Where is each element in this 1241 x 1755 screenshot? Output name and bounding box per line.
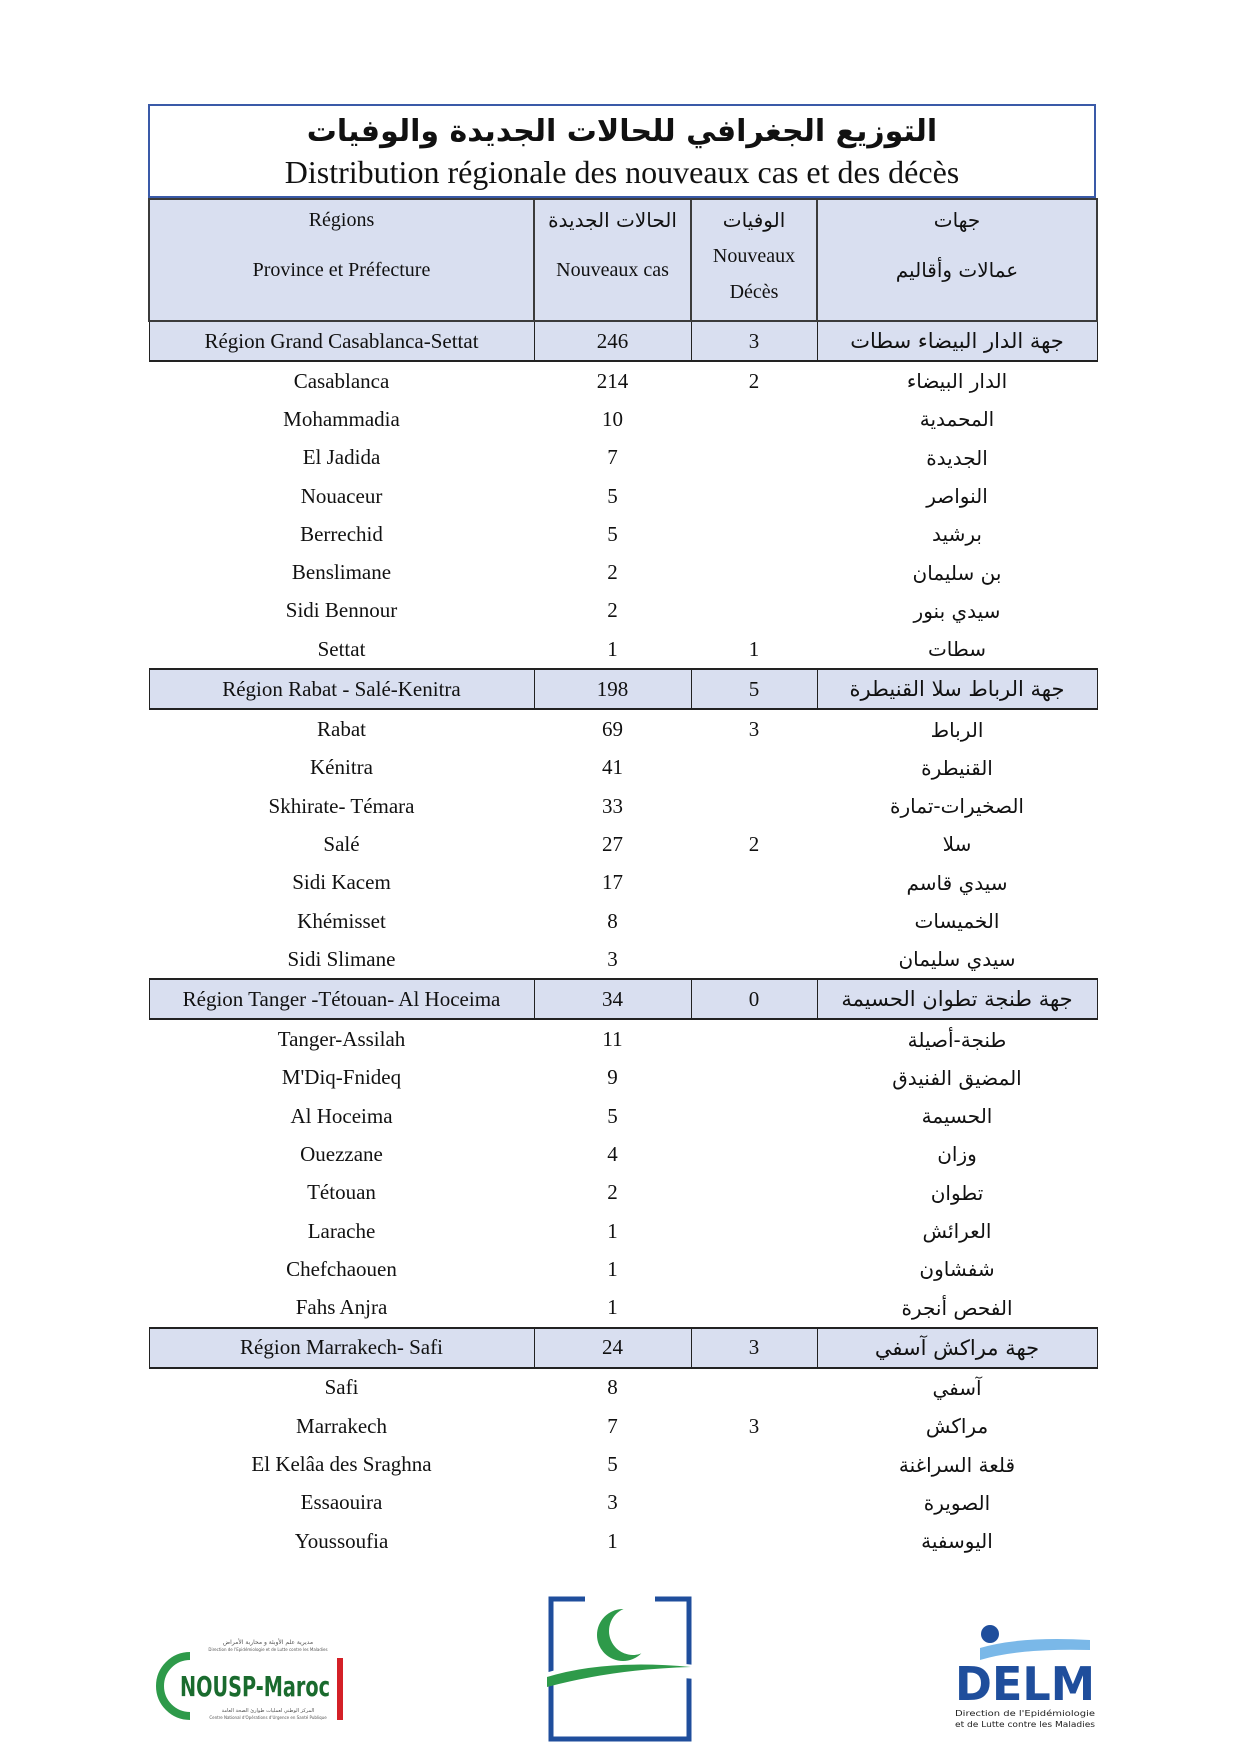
cell-deaths xyxy=(691,1484,817,1522)
cell-name-fr: Marrakech xyxy=(296,1413,387,1438)
cell-deaths xyxy=(691,940,817,979)
table-row xyxy=(149,1445,1097,1483)
header-regions-ar-label: جهات xyxy=(933,208,981,232)
cell-new-cases: 5 xyxy=(607,521,618,546)
cell-new-cases: 7 xyxy=(607,1413,618,1438)
cell-name-fr: Tanger-Assilah xyxy=(277,1027,406,1052)
cell-name-ar: قلعة السراغنة xyxy=(898,1452,1016,1477)
header-deaths-fr-1: Nouveaux xyxy=(712,245,796,267)
logo-left-fr-top: Direction de l'Epidémiologie et de Lutte contre les Maladies xyxy=(208,1647,328,1652)
cell-new-cases: 3 xyxy=(607,946,618,971)
cell-new-cases: 1 xyxy=(607,1528,618,1553)
table-row xyxy=(149,1522,1097,1560)
cell-name-ar: سيدي سليمان xyxy=(898,947,1016,972)
table-row xyxy=(149,1174,1097,1212)
cell-name-fr: Youssoufia xyxy=(294,1528,389,1553)
cell-deaths xyxy=(691,1135,817,1173)
cell-deaths xyxy=(691,439,817,477)
cell-deaths xyxy=(691,1445,817,1483)
cell-new-cases: 2 xyxy=(607,1180,618,1205)
cell-name-fr: Région Grand Casablanca-Settat xyxy=(149,321,534,361)
cell-name-fr: Nouaceur xyxy=(300,483,383,508)
cell-new-cases: 5 xyxy=(607,1103,618,1128)
cell-name-ar: الصويرة xyxy=(923,1490,991,1515)
cell-name-fr: Rabat xyxy=(317,717,366,742)
cell-name-fr: Kénitra xyxy=(310,755,373,780)
cell-name-ar: آسفي xyxy=(932,1375,982,1400)
cell-new-cases: 3 xyxy=(607,1490,618,1515)
cell-name-ar: تطوان xyxy=(930,1180,984,1205)
cell-name-fr: Mohammadia xyxy=(283,406,400,431)
cell-name-ar: الدار البيضاء xyxy=(906,369,1008,394)
cell-deaths xyxy=(691,864,817,902)
cell-deaths xyxy=(691,1368,817,1407)
cell-name-fr: Essaouira xyxy=(300,1490,383,1515)
header-deaths-ar: الوفيات xyxy=(722,208,786,232)
table-row xyxy=(149,553,1097,591)
cell-new-cases: 214 xyxy=(596,368,629,393)
region-row xyxy=(149,321,1097,361)
cell-new-cases: 1 xyxy=(607,636,618,661)
cell-name-ar: سيدي قاسم xyxy=(906,870,1008,895)
cell-name-fr: Settat xyxy=(317,636,366,661)
nousp-maroc-logo xyxy=(150,1636,350,1726)
cell-name-ar: جهة طنجة تطوان الحسيمة xyxy=(817,979,1097,1019)
cell-deaths xyxy=(691,902,817,940)
header-regions-label: Régions xyxy=(308,209,375,231)
header-deaths xyxy=(691,199,817,321)
cell-name-ar: سيدي بنور xyxy=(913,598,1001,623)
region-row xyxy=(149,1328,1097,1368)
cell-name-fr: Chefchaouen xyxy=(286,1256,397,1281)
table-row xyxy=(149,1407,1097,1445)
table-row xyxy=(149,1019,1097,1058)
cell-new-cases: 4 xyxy=(607,1141,618,1166)
cell-name-fr: Sidi Kacem xyxy=(292,870,391,895)
cell-deaths: 2 xyxy=(748,831,760,856)
region-row xyxy=(149,979,1097,1019)
cell-deaths xyxy=(691,1059,817,1097)
table-row xyxy=(149,592,1097,630)
cell-name-ar: مراكش xyxy=(925,1414,989,1439)
cell-new-cases: 7 xyxy=(607,445,618,470)
cell-deaths: 3 xyxy=(748,717,760,742)
cell-new-cases: 27 xyxy=(602,831,623,856)
cases-table xyxy=(148,198,1098,1560)
header-regions-ar xyxy=(817,199,1097,321)
table-row xyxy=(149,439,1097,477)
logo-left-ar-top: مديرية علم الأوبئة و محاربة الأمراض xyxy=(222,1639,314,1646)
table-row xyxy=(149,1250,1097,1288)
cell-new-cases: 2 xyxy=(607,560,618,585)
cell-name-fr: Safi xyxy=(324,1375,359,1400)
delm-logo-line1: Direction de l'Epidémiologie xyxy=(955,1709,1068,1718)
header-new-cases-fr: Nouveaux cas xyxy=(556,259,669,281)
header-new-cases xyxy=(534,199,691,321)
cases-table-body xyxy=(149,199,1097,1560)
cell-name-fr: Al Hoceima xyxy=(290,1103,393,1128)
table-row xyxy=(149,1484,1097,1522)
cell-deaths xyxy=(691,749,817,787)
cell-new-cases: 34 xyxy=(534,979,691,1019)
table-row xyxy=(149,361,1097,400)
cell-deaths xyxy=(691,1289,817,1328)
delm-logo xyxy=(950,1622,1100,1732)
cell-name-ar: الرباط xyxy=(930,717,984,742)
ministry-health-logo xyxy=(545,1595,695,1743)
cell-name-ar: الخميسات xyxy=(914,909,1000,933)
logo-left-red-bar xyxy=(337,1658,343,1720)
cell-deaths xyxy=(691,1522,817,1560)
cell-deaths: 1 xyxy=(748,636,760,661)
table-row xyxy=(149,515,1097,553)
cell-deaths xyxy=(691,477,817,515)
table-row xyxy=(149,749,1097,787)
cell-name-ar: برشيد xyxy=(932,522,982,547)
table-header-row xyxy=(149,199,1097,321)
cell-new-cases: 17 xyxy=(602,870,623,895)
cell-name-ar: سلا xyxy=(942,832,972,857)
cell-deaths xyxy=(691,1212,817,1250)
document-title-box xyxy=(148,104,1096,198)
cell-deaths: 3 xyxy=(691,321,817,361)
cell-name-ar: جهة مراكش آسفي xyxy=(817,1328,1097,1368)
cell-name-fr: Salé xyxy=(323,831,360,856)
table-row xyxy=(149,1135,1097,1173)
cell-new-cases: 8 xyxy=(607,908,618,933)
header-provinces-ar-label: عمالات وأقاليم xyxy=(895,258,1019,282)
cell-new-cases: 9 xyxy=(607,1065,618,1090)
center-logo-crescent-inner xyxy=(609,1607,657,1655)
cell-name-fr: Région Rabat - Salé-Kenitra xyxy=(149,669,534,709)
logo-left-ar-bottom: المركز الوطني لعمليات طوارئ الصحة العامة xyxy=(221,1708,315,1714)
cell-deaths: 5 xyxy=(691,669,817,709)
cell-new-cases: 33 xyxy=(602,793,623,818)
header-deaths-fr-2: Décès xyxy=(729,281,779,303)
cell-name-ar: الصخيرات-تمارة xyxy=(890,794,1024,819)
cell-name-fr: Berrechid xyxy=(300,521,383,546)
table-row xyxy=(149,902,1097,940)
cell-name-ar: اليوسفية xyxy=(921,1529,993,1554)
cell-name-ar: الفحص أنجرة xyxy=(901,1295,1013,1320)
cell-new-cases: 1 xyxy=(607,1256,618,1281)
cell-name-ar: جهة الدار البيضاء سطات xyxy=(817,321,1097,361)
cell-new-cases: 1 xyxy=(607,1295,618,1320)
table-row xyxy=(149,1097,1097,1135)
table-row xyxy=(149,477,1097,515)
cell-deaths xyxy=(691,515,817,553)
table-row xyxy=(149,940,1097,979)
cell-new-cases: 11 xyxy=(602,1027,623,1052)
cell-deaths xyxy=(691,1019,817,1058)
cell-deaths: 3 xyxy=(691,1328,817,1368)
cell-name-fr: El Kelâa des Sraghna xyxy=(251,1452,432,1477)
cell-name-ar: شفشاون xyxy=(919,1257,995,1282)
logo-left-title: NOUSP-Maroc xyxy=(180,1670,330,1703)
cell-name-fr: Khémisset xyxy=(297,908,386,933)
cell-new-cases: 5 xyxy=(607,483,618,508)
cell-deaths: 2 xyxy=(748,368,760,393)
cell-name-ar: طنجة-أصيلة xyxy=(907,1027,1007,1052)
cell-name-fr: El Jadida xyxy=(302,445,381,470)
table-row xyxy=(149,400,1097,438)
cell-new-cases: 10 xyxy=(602,406,623,431)
cell-name-fr: Région Tanger -Tétouan- Al Hoceima xyxy=(149,979,534,1019)
table-row xyxy=(149,1059,1097,1097)
table-row xyxy=(149,1368,1097,1407)
region-row xyxy=(149,669,1097,709)
cell-deaths xyxy=(691,400,817,438)
table-row xyxy=(149,709,1097,748)
cell-name-ar: القنيطرة xyxy=(921,755,993,780)
cell-deaths xyxy=(691,787,817,825)
cell-name-ar: بن سليمان xyxy=(912,560,1002,585)
cell-new-cases: 246 xyxy=(534,321,691,361)
title-arabic: التوزيع الجغرافي للحالات الجديدة والوفيات xyxy=(306,114,938,149)
logo-left-fr-bottom: Centre National d'Opérations d'Urgence en Santé Publique xyxy=(209,1715,327,1720)
cell-name-ar: الحسيمة xyxy=(921,1104,993,1129)
cell-name-fr: Fahs Anjra xyxy=(295,1295,388,1320)
header-new-cases-ar: الحالات الجديدة xyxy=(548,208,677,232)
cell-name-ar: النواصر xyxy=(926,484,988,509)
cell-name-ar: العرائش xyxy=(922,1219,992,1244)
cell-name-fr: Sidi Bennour xyxy=(285,598,398,623)
cell-new-cases: 198 xyxy=(534,669,691,709)
cell-deaths xyxy=(691,1097,817,1135)
table-row xyxy=(149,1212,1097,1250)
cell-new-cases: 69 xyxy=(602,717,623,742)
cell-deaths xyxy=(691,1250,817,1288)
cell-name-fr: Larache xyxy=(307,1218,376,1243)
table-row xyxy=(149,825,1097,863)
cell-new-cases: 41 xyxy=(602,755,623,780)
delm-logo-figure-head xyxy=(981,1625,999,1643)
header-regions xyxy=(149,199,534,321)
cell-deaths: 0 xyxy=(691,979,817,1019)
cell-name-fr: M'Diq-Fnideq xyxy=(281,1065,402,1090)
cell-name-ar: المحمدية xyxy=(919,407,995,432)
cell-name-ar: سطات xyxy=(927,637,987,662)
cell-deaths: 3 xyxy=(748,1413,760,1438)
header-province-label: Province et Préfecture xyxy=(252,259,431,281)
cell-new-cases: 24 xyxy=(534,1328,691,1368)
table-row xyxy=(149,1289,1097,1328)
cell-deaths xyxy=(691,553,817,591)
cell-name-fr: Tétouan xyxy=(307,1180,376,1205)
cell-name-ar: المضيق الفنيدق xyxy=(892,1065,1022,1090)
cell-deaths xyxy=(691,1174,817,1212)
cell-name-fr: Région Marrakech- Safi xyxy=(149,1328,534,1368)
table-row xyxy=(149,864,1097,902)
table-row xyxy=(149,630,1097,669)
cell-new-cases: 2 xyxy=(607,598,618,623)
cell-new-cases: 5 xyxy=(607,1452,618,1477)
cell-deaths xyxy=(691,592,817,630)
cell-name-fr: Skhirate- Témara xyxy=(268,793,415,818)
cell-name-fr: Ouezzane xyxy=(300,1141,383,1166)
delm-logo-title: DELM xyxy=(955,1657,1095,1711)
cell-name-ar: وزان xyxy=(937,1142,977,1167)
cell-name-ar: جهة الرباط سلا القنيطرة xyxy=(817,669,1097,709)
cell-name-ar: الجديدة xyxy=(926,445,988,470)
title-french: Distribution régionale des nouveaux cas et des décès xyxy=(284,154,960,190)
cell-new-cases: 1 xyxy=(607,1218,618,1243)
cell-name-fr: Benslimane xyxy=(291,560,392,585)
cell-name-fr: Casablanca xyxy=(293,368,390,393)
delm-logo-line2: et de Lutte contre les Maladies xyxy=(955,1720,1095,1729)
cell-new-cases: 8 xyxy=(607,1375,618,1400)
table-row xyxy=(149,787,1097,825)
cell-name-fr: Sidi Slimane xyxy=(287,946,396,971)
